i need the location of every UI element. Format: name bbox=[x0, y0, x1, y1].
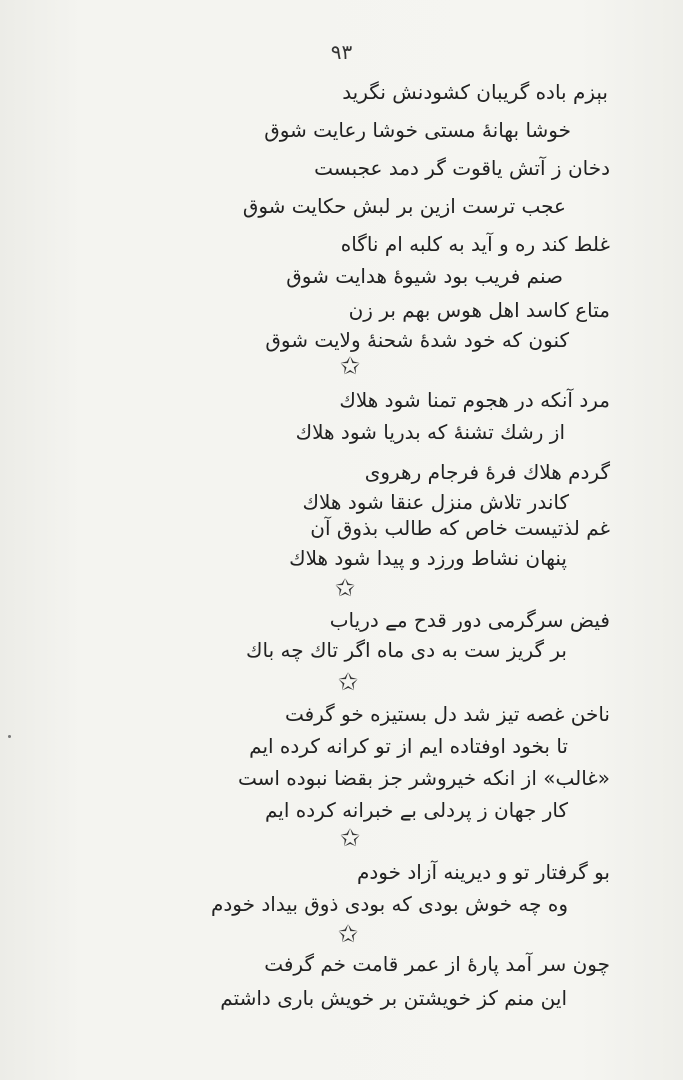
verse-line: كاندر تلاش منزل عنقا شود هلاك bbox=[302, 490, 569, 514]
section-star: ✩ bbox=[340, 824, 361, 852]
verse-line: عجب ترست ازين بر لبش حكايت شوق bbox=[242, 194, 566, 218]
verse-line: بر گريز ست به دى ماه اگر تاك چه باك bbox=[246, 638, 567, 662]
verse-line: وه چه خوش بودى كه بودى ذوق بيداد خودم bbox=[211, 892, 568, 916]
verse-line: كار جهان ز پردلى بے خبرانه كرده ايم bbox=[264, 798, 568, 822]
verse-line: صنم فريب بود شيوهٔ هدايت شوق bbox=[286, 264, 563, 288]
page-number: ۹۳ bbox=[330, 40, 353, 64]
verse-line: «غالب» از انكه خيروشر جز بقضا نبوده است bbox=[237, 766, 610, 790]
verse-line: چون سر آمد پارهٔ از عمر قامت خم گرفت bbox=[264, 952, 610, 976]
verse-line: خوشا بهانهٔ مستى خوشا رعايت شوق bbox=[264, 118, 571, 142]
verse-line: غلط كند ره و آيد به كلبه ام ناگاه bbox=[340, 232, 610, 256]
section-star: ✩ bbox=[335, 574, 356, 602]
verse-line: تا بخود اوفتاده ايم از تو كرانه كرده ايم bbox=[249, 734, 568, 758]
verse-line: بېزم باده گريبان كشودنش نگريد bbox=[342, 80, 608, 104]
verse-line: ناخن غصه تيز شد دل بستيزه خو گرفت bbox=[284, 702, 610, 726]
verse-line: متاع كاسد اهل هوس بهم بر زن bbox=[348, 298, 610, 322]
verse-line: پنهان نشاط ورزد و پيدا شود هلاك bbox=[289, 546, 567, 570]
verse-line: فيض سرگرمى دور قدح مے درياب bbox=[329, 608, 610, 632]
verse-line: غم لذتيست خاص كه طالب بذوق آن bbox=[310, 516, 610, 540]
verse-line: دخان ز آتش ياقوت گر دمد عجبست bbox=[314, 156, 610, 180]
verse-line: از رشك تشنهٔ كه بدريا شود هلاك bbox=[295, 420, 565, 444]
section-star: ✩ bbox=[338, 668, 359, 696]
verse-line: كنون كه خود شدهٔ شحنهٔ ولايت شوق bbox=[265, 328, 569, 352]
section-star: ✩ bbox=[340, 352, 361, 380]
paper-speck bbox=[8, 735, 11, 738]
verse-line: مرد آنكه در هجوم تمنا شود هلاك bbox=[339, 388, 610, 412]
section-star: ✩ bbox=[338, 920, 359, 948]
verse-line: بو گرفتار تو و ديرينه آزاد خودم bbox=[357, 860, 610, 884]
verse-line: گردم هلاك فرهٔ فرجام رهروى bbox=[364, 460, 610, 484]
verse-line: اين منم كز خويشتن بر خويش بارى داشتم bbox=[220, 986, 567, 1010]
